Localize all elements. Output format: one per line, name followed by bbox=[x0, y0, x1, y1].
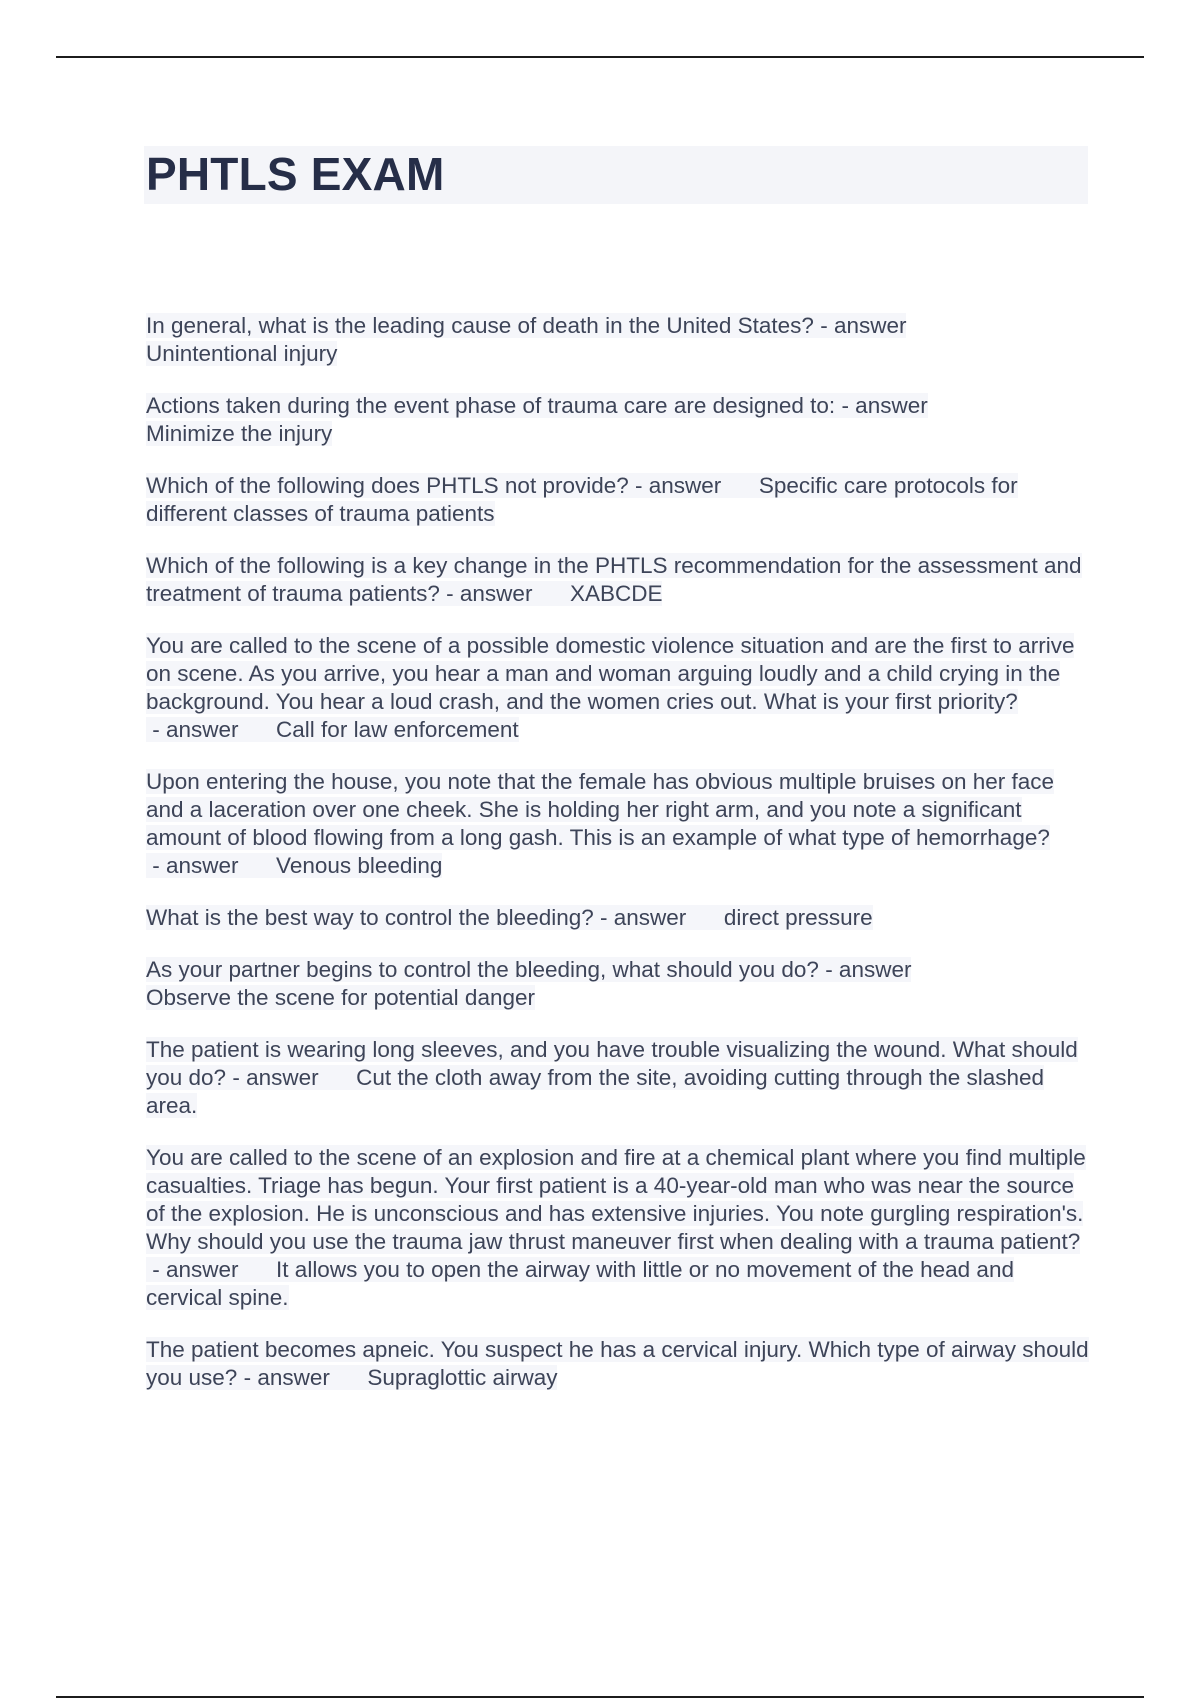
qa-item bbox=[146, 312, 1096, 368]
answer-text: Minimize the injury bbox=[146, 421, 333, 446]
answer-text: Cut the cloth away from the site, avoiding cutting through the slashed area. bbox=[146, 1065, 1045, 1118]
question-text: You are called to the scene of an explosion and fire at a chemical plant where you find multiple casualties. Triage has begun. Your first patient is a 40-year-old man who was near the source of the explosion. He is unconscious and has extensive injuries. You note gurgling respiration's. Why should you use the trauma jaw thrust maneuver first when dealing with a trauma patient? bbox=[146, 1145, 1086, 1254]
qa-item bbox=[146, 768, 1096, 880]
question-text: As your partner begins to control the bleeding, what should you do? bbox=[146, 957, 819, 982]
qa-item bbox=[146, 472, 1096, 528]
question-text: Which of the following does PHTLS not provide? bbox=[146, 473, 629, 498]
answer-text: Venous bleeding bbox=[276, 853, 443, 878]
qa-item bbox=[146, 1144, 1096, 1312]
qa-list bbox=[146, 312, 1096, 1416]
question-text: In general, what is the leading cause of death in the United States? bbox=[146, 313, 814, 338]
question-text: The patient becomes apneic. You suspect he has a cervical injury. Which type of airway should you use? bbox=[146, 1337, 1089, 1390]
answer-text: Supraglottic airway bbox=[367, 1365, 558, 1390]
answer-separator: - answer bbox=[439, 581, 533, 606]
answer-text: direct pressure bbox=[723, 905, 873, 930]
qa-item bbox=[146, 1036, 1096, 1120]
answer-text: Unintentional injury bbox=[146, 341, 338, 366]
answer-separator: - answer bbox=[593, 905, 687, 930]
question-text: Actions taken during the event phase of trauma care are designed to: bbox=[146, 393, 836, 418]
answer-separator: - answer bbox=[146, 1257, 239, 1282]
answer-text: It allows you to open the airway with little or no movement of the head and cervical spine. bbox=[146, 1257, 1014, 1310]
top-rule bbox=[56, 56, 1144, 58]
answer-separator: - answer bbox=[835, 393, 928, 418]
qa-item bbox=[146, 392, 1096, 448]
answer-separator: - answer bbox=[628, 473, 722, 498]
question-text: The patient is wearing long sleeves, and you have trouble visualizing the wound. What should you do? bbox=[146, 1037, 1078, 1090]
answer-separator: - answer bbox=[237, 1365, 330, 1390]
qa-item bbox=[146, 632, 1096, 744]
answer-text: XABCDE bbox=[569, 581, 663, 606]
bottom-rule bbox=[56, 1696, 1144, 1698]
qa-item bbox=[146, 904, 1096, 932]
qa-item bbox=[146, 552, 1096, 608]
answer-text: Specific care protocols for different classes of trauma patients bbox=[146, 473, 1018, 526]
qa-item bbox=[146, 1336, 1096, 1392]
answer-separator: - answer bbox=[146, 717, 239, 742]
question-text: Upon entering the house, you note that the female has obvious multiple bruises on her face and a laceration over one cheek. She is holding her right arm, and you note a significant amount of blood flowing from a long gash. This is an example of what type of hemorrhage? bbox=[146, 769, 1055, 850]
answer-separator: - answer bbox=[813, 313, 907, 338]
qa-item bbox=[146, 956, 1096, 1012]
answer-text: Call for law enforcement bbox=[276, 717, 519, 742]
question-text: What is the best way to control the bleeding? bbox=[146, 905, 594, 930]
question-text: Which of the following is a key change in the PHTLS recommendation for the assessment and treatment of trauma patients? bbox=[146, 553, 1082, 606]
question-text: You are called to the scene of a possible domestic violence situation and are the first to arrive on scene. As you arrive, you hear a man and woman arguing loudly and a child crying in the background. You hear a loud crash, and the women cries out. What is your first priority? bbox=[146, 633, 1075, 714]
answer-separator: - answer bbox=[146, 853, 239, 878]
answer-separator: - answer bbox=[226, 1065, 319, 1090]
answer-separator: - answer bbox=[818, 957, 912, 982]
answer-text: Observe the scene for potential danger bbox=[146, 985, 535, 1010]
page-title: PHTLS EXAM bbox=[146, 148, 445, 200]
